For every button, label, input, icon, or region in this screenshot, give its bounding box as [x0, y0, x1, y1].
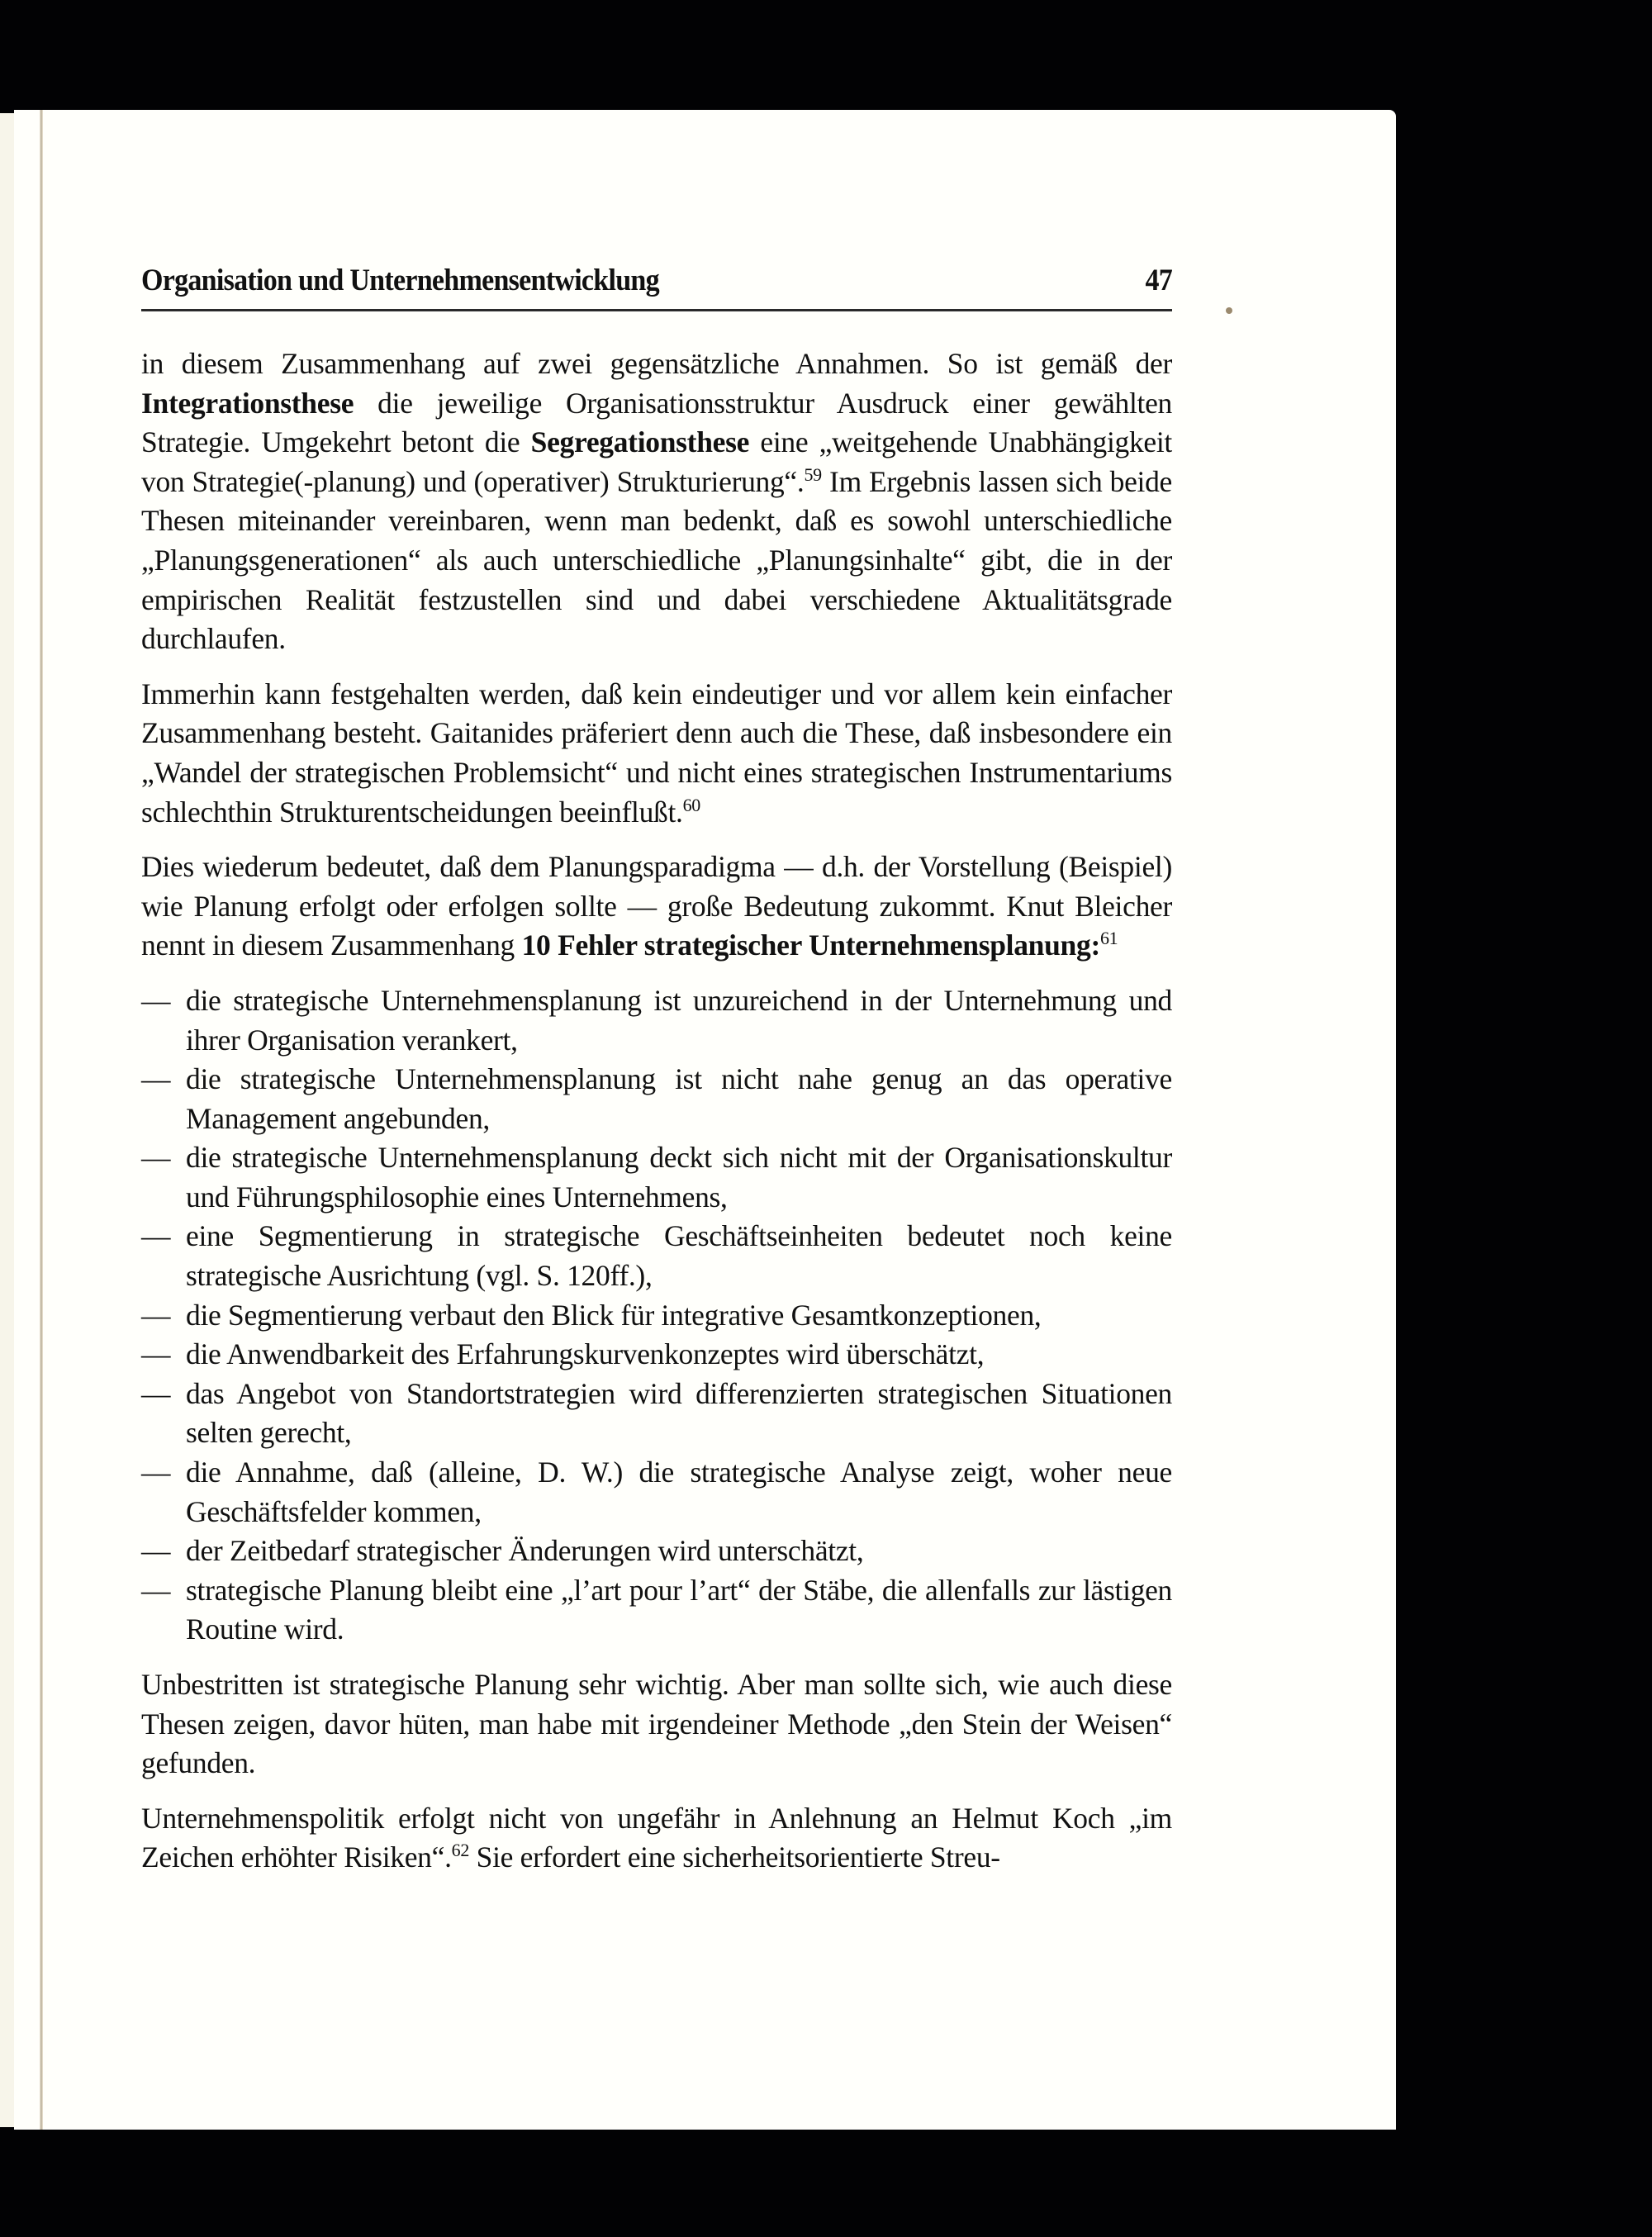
dash-bullet-icon: — [141, 1337, 171, 1371]
list-item-text: strategische Planung bleibt eine „l’art pour l’art“ der Stäbe, die allenfalls zur lästigen Routine wird. [186, 1573, 1172, 1646]
closing-paragraph [141, 1665, 1172, 1783]
dash-bullet-icon: — [141, 1141, 171, 1175]
footnote-ref: 61 [1099, 928, 1118, 949]
page-number: 47 [1145, 264, 1173, 297]
body-paragraph [141, 344, 1172, 659]
list-item [141, 1532, 1172, 1571]
text-run: Immerhin kann festgehalten werden, daß kein eindeutiger und vor allem kein einfacher Zusammenhang besteht. Gaitanides präferiert denn auch die These, daß insbesondere ein „Wandel der strategischen Problemsicht“ und nicht eines strategischen Instrumentariums schlechthin Strukturentscheidungen beeinflußt. [141, 677, 1172, 829]
text-run: in diesem Zusammenhang auf zwei gegensätzliche Annahmen. So ist gemäß der [141, 347, 1172, 380]
list-item-text: die Segmentierung verbaut den Blick für integrative Gesamtkonzeptionen, [186, 1298, 1042, 1332]
header-rule [141, 309, 1172, 311]
list-item-text: das Angebot von Standortstrategien wird differenzierten strategischen Situationen selten gerecht, [186, 1376, 1172, 1450]
list-item-text: eine Segmentierung in strategische Geschäftseinheiten bedeutet noch keine strategische Ausrichtung (vgl. S. 120ff.), [186, 1219, 1172, 1293]
list-item [141, 1571, 1172, 1650]
bold-term: Segregationsthese [530, 425, 750, 459]
text-block [141, 263, 1172, 1893]
fehler-list [141, 981, 1172, 1650]
closing-paragraphs [141, 1665, 1172, 1878]
text-run: die jeweilige Organisationsstruktur Ausdruck einer gewählten Strategie. Umgekehrt betont die [141, 386, 1172, 459]
footnote-ref: 60 [682, 794, 701, 815]
bold-term: 10 Fehler strategischer Unternehmensplanung: [521, 929, 1100, 962]
footnote-ref: 59 [804, 463, 822, 485]
list-item [141, 1375, 1172, 1453]
dash-bullet-icon: — [141, 1573, 171, 1607]
text-run: Unbestritten ist strategische Planung sehr wichtig. Aber man sollte sich, wie auch diese Thesen zeigen, davor hüten, man habe mit irgendeiner Methode „den Stein der Weisen“ gefunden. [141, 1668, 1172, 1780]
dash-bullet-icon: — [141, 983, 171, 1017]
list-item [141, 1217, 1172, 1295]
list-item [141, 1138, 1172, 1217]
dash-bullet-icon: — [141, 1534, 171, 1568]
dash-bullet-icon: — [141, 1062, 171, 1096]
body-paragraph [141, 848, 1172, 966]
paragraphs [141, 344, 1172, 966]
body-text [141, 344, 1172, 1878]
body-paragraph [141, 675, 1172, 832]
list-item-text: die Annahme, daß (alleine, D. W.) die strategische Analyse zeigt, woher neue Geschäftsfelder kommen, [186, 1456, 1172, 1528]
list-item-text: der Zeitbedarf strategischer Änderungen wird unterschätzt, [186, 1534, 864, 1568]
list-item [141, 1453, 1172, 1532]
dash-bullet-icon: — [141, 1376, 171, 1410]
dash-bullet-icon: — [141, 1298, 171, 1332]
dash-bullet-icon: — [141, 1219, 171, 1253]
paper-speck [1226, 307, 1232, 314]
list-item-text: die strategische Unternehmensplanung ist unzureichend in der Unternehmung und ihrer Organisation verankert, [186, 983, 1172, 1057]
running-head [141, 263, 1172, 297]
text-run: Sie erfordert eine sicherheitsorientierte Streu- [469, 1840, 1000, 1874]
bold-term: Integrationsthese [141, 386, 354, 420]
text-run: eine „weitgehende Unabhängigkeit von Strategie(-planung) und (operativer) Strukturierung“. [141, 425, 1172, 498]
page-gutter [40, 110, 43, 2130]
closing-paragraph [141, 1799, 1172, 1878]
facing-page-edge [0, 113, 14, 2127]
list-item [141, 1335, 1172, 1375]
list-item-text: die strategische Unternehmensplanung deckt sich nicht mit der Organisationskultur und Führungsphilosophie eines Unternehmens, [186, 1141, 1172, 1213]
text-run: Dies wiederum bedeutet, daß dem Planungsparadigma — d.h. der Vorstellung (Beispiel) wie Planung erfolgt oder erfolgen sollte — große Bedeutung zukommt. Knut Bleicher nennt in diesem Zusammenhang [141, 850, 1172, 962]
list-item [141, 1296, 1172, 1336]
list-item-text: die strategische Unternehmensplanung ist nicht nahe genug an das operative Management angebunden, [186, 1062, 1172, 1135]
running-head-title: Organisation und Unternehmensentwicklung [141, 264, 659, 297]
dash-bullet-icon: — [141, 1456, 171, 1489]
list-item [141, 1060, 1172, 1138]
list-item-text: die Anwendbarkeit des Erfahrungskurvenkonzeptes wird überschätzt, [186, 1337, 985, 1371]
list-item [141, 981, 1172, 1060]
text-run: Unternehmenspolitik erfolgt nicht von ungefähr in Anlehnung an Helmut Koch „im Zeichen erhöhter Risiken“. [141, 1801, 1172, 1874]
text-run: Im Ergebnis lassen sich beide Thesen miteinander vereinbaren, wenn man bedenkt, daß es sowohl unterschiedliche „Planungsgenerationen“ als auch unterschiedliche „Planungsinhalte“ gibt, die in der empirischen Realität festzustellen sind und dabei verschiedene Aktualitätsgrade durchlaufen. [141, 464, 1172, 656]
footnote-ref: 62 [451, 1840, 470, 1861]
